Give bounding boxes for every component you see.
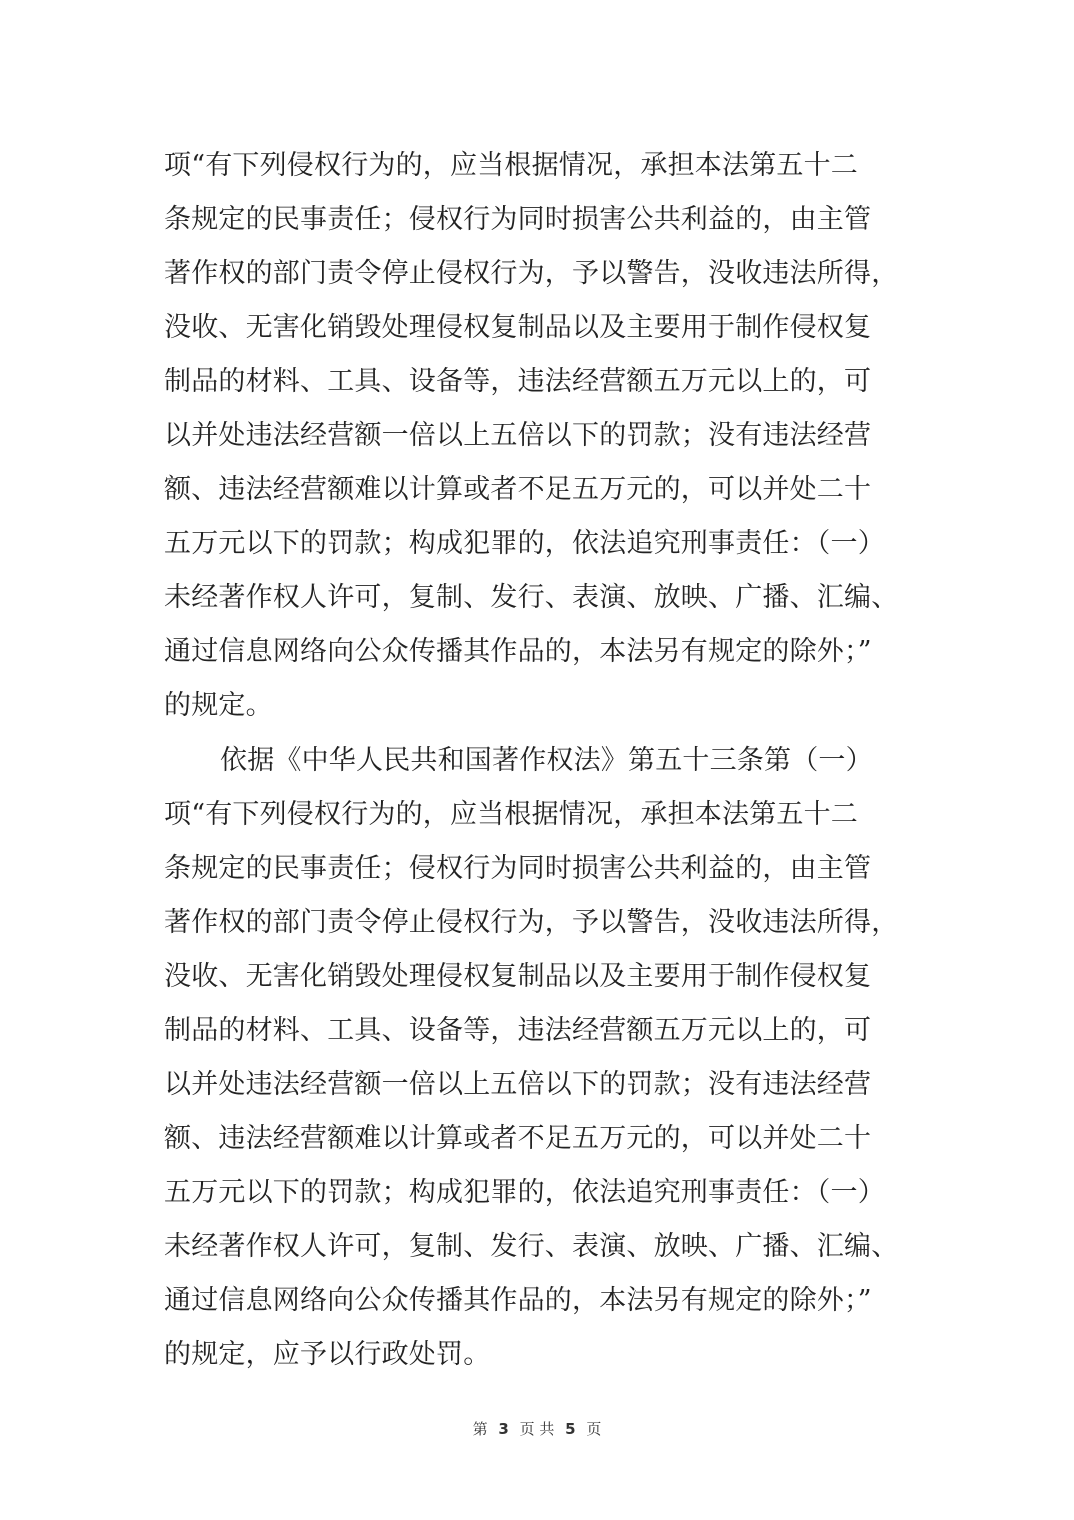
text-line: 未经著作权人许可，复制、发行、表演、放映、广播、汇编、 — [164, 1231, 899, 1262]
footer-suffix: 页 — [586, 1420, 602, 1438]
text-line: 项“有下列侵权行为的，应当根据情况，承担本法第五十二 — [164, 799, 859, 830]
text-line: 著作权的部门责令停止侵权行为，予以警告，没收违法所得， — [164, 907, 899, 938]
text-line: 五万元以下的罚款；构成犯罪的，依法追究刑事责任：（一） — [164, 528, 885, 559]
text-line: 制品的材料、工具、设备等，违法经营额五万元以上的，可 — [164, 1015, 872, 1046]
text-line: 额、违法经营额难以计算或者不足五万元的，可以并处二十 — [164, 474, 872, 505]
text-line: 没收、无害化销毁处理侵权复制品以及主要用于制作侵权复 — [164, 961, 872, 992]
footer-prefix: 第 — [472, 1420, 488, 1438]
text-line: 以并处违法经营额一倍以上五倍以下的罚款；没有违法经营 — [164, 1069, 872, 1100]
current-page-number: 3 — [498, 1420, 509, 1438]
paragraph-legal-basis — [164, 734, 924, 1382]
text-line: 的规定，应予以行政处罚。 — [164, 1339, 491, 1370]
text-line: 通过信息网络向公众传播其作品的，本法另有规定的除外；” — [164, 1285, 872, 1316]
text-line: 条规定的民事责任；侵权行为同时损害公共利益的，由主管 — [164, 853, 872, 884]
text-line: 项“有下列侵权行为的，应当根据情况，承担本法第五十二 — [164, 150, 859, 181]
text-line: 制品的材料、工具、设备等，违法经营额五万元以上的，可 — [164, 366, 872, 397]
text-line: 的规定。 — [164, 690, 273, 721]
text-line: 五万元以下的罚款；构成犯罪的，依法追究刑事责任：（一） — [164, 1177, 885, 1208]
text-line: 条规定的民事责任；侵权行为同时损害公共利益的，由主管 — [164, 204, 872, 235]
text-line: 没收、无害化销毁处理侵权复制品以及主要用于制作侵权复 — [164, 312, 872, 343]
text-line: 著作权的部门责令停止侵权行为，予以警告，没收违法所得， — [164, 258, 899, 289]
paragraph-continuation — [164, 139, 924, 733]
text-line: 额、违法经营额难以计算或者不足五万元的，可以并处二十 — [164, 1123, 872, 1154]
text-line: 以并处违法经营额一倍以上五倍以下的罚款；没有违法经营 — [164, 420, 872, 451]
text-line: 通过信息网络向公众传播其作品的，本法另有规定的除外；” — [164, 636, 872, 667]
text-line: 未经著作权人许可，复制、发行、表演、放映、广播、汇编、 — [164, 582, 899, 613]
page-footer — [0, 1418, 1074, 1439]
footer-middle: 页 共 — [519, 1420, 555, 1438]
text-line-first: 依据《中华人民共和国著作权法》第五十三条第（一） — [220, 745, 873, 776]
total-pages-number: 5 — [565, 1420, 576, 1438]
